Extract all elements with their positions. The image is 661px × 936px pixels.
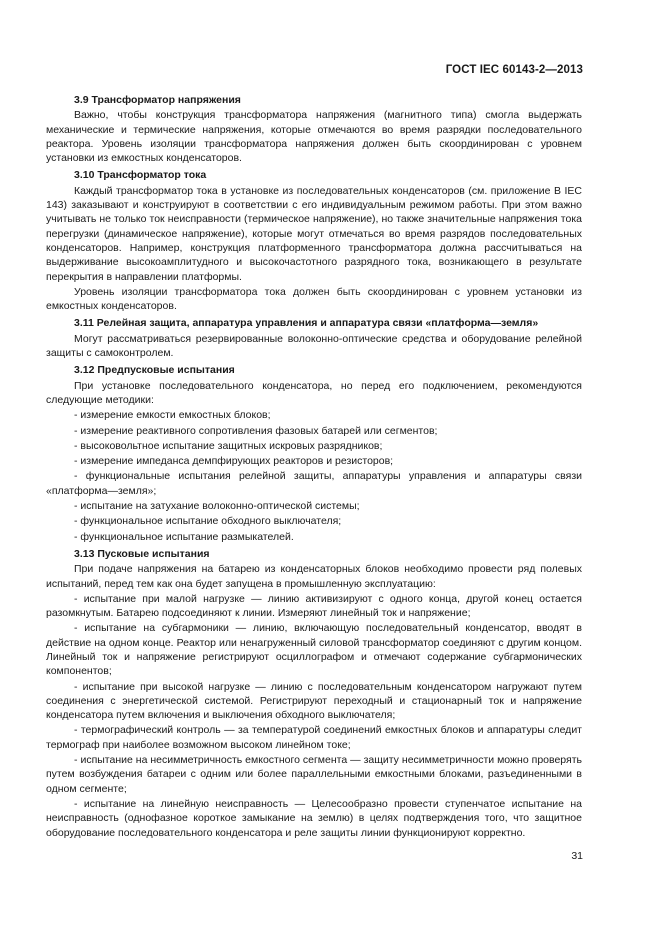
list-item: - измерение реактивного сопротивления фазовых батарей или сегментов; — [74, 424, 438, 437]
paragraph: При подаче напряжения на батарею из конденсаторных блоков необходимо провести ряд полевых испытаний, перед тем как она будет запущена в промышленную эксплуатацию: — [46, 563, 582, 590]
list-item: - функциональное испытание обходного выключателя; — [74, 515, 342, 528]
paragraph: Каждый трансформатор тока в установке из последовательных конденсаторов (см. приложение В IEC 143) заказывают и конструируют в соответствии с его индивидуальным режимом работы. При этом важно учитывать не только ток неисправности (термическое напряжение), но также значительные напряжения тока перегрузки (динамическое напряжение), которые могут отмечаться во время разрядов последовательных конденсаторов. Например, конструкция платформенного трансформатора должна рассчитываться на выдерживание высокоамплитудного и высокочастотного разрядного тока, возникающего в результате перекрытия в направлении платформы. — [46, 184, 582, 283]
list-item: - испытание при малой нагрузке — линию активизируют с одного конца, другой конец остается разомкнутым. Батарею подсоединяют к линии. Измеряют линейный ток и напряжение; — [46, 592, 582, 620]
list-item: - функциональные испытания релейной защиты, аппаратуры управления и аппаратуры связи «платформа—земля»; — [46, 470, 582, 497]
section-3-13-heading: 3.13 Пусковые испытания — [74, 547, 210, 560]
page-number: 31 — [571, 850, 583, 862]
page-content — [46, 91, 582, 841]
list-item: - испытание при высокой нагрузке — линию с последовательным конденсатором нагружают путем соединения с энергетической системой. Регистрируют переходный и стационарный ток и напряжение конденсатора путем включения и выключения обходного выключателя; — [46, 680, 582, 722]
section-3-9-heading: 3.9 Трансформатор напряжения — [74, 94, 241, 106]
list-item: - высоковольтное испытание защитных искровых разрядников; — [74, 439, 383, 452]
paragraph: Могут рассматриваться резервированные волоконно-оптические средства и оборудование релейной защиты с самоконтролем. — [46, 332, 582, 360]
list-item: - измерение импеданса демпфирующих реакторов и резисторов; — [74, 455, 394, 468]
section-3-12-heading: 3.12 Предпусковые испытания — [74, 364, 235, 377]
section-3-10-heading: 3.10 Трансформатор тока — [74, 169, 207, 182]
paragraph: При установке последовательного конденсатора, но перед его подключением, рекомендуются следующие методики: — [46, 379, 582, 406]
section-3-11-heading: 3.11 Релейная защита, аппаратура управления и аппаратура связи «платформа—земля» — [74, 317, 539, 330]
list-item: - функциональное испытание размыкателей. — [74, 530, 294, 543]
list-item: - испытание на субгармоники — линию, включающую последовательный конденсатор, вводят в действие на одном конце. Реактор или ненагруженный силовой трансформатор соединяют с другим концом. Линейный ток и напряжение регистрируют осциллографом и отмечают содержание субгармонических компонентов; — [46, 622, 582, 678]
paragraph: Важно, чтобы конструкция трансформатора напряжения (магнитного типа) смогла выдержать механические и термические напряжения, которые отмечаются во время разрядки последовательного реактора. Уровень изоляции трансформатора напряжения должен быть скоординирован с уровнем установки из емкостных конденсаторов. — [46, 109, 582, 165]
list-item: - испытание на линейную неисправность — Целесообразно провести ступенчатое испытание на неисправность (однофазное короткое замыкание на землю) в целях подтверждения того, что защитное оборудование последовательного конденсатора и реле защиты линии функционируют корректно. — [46, 797, 582, 839]
list-item: - испытание на несимметричность емкостного сегмента — защиту несимметричности можно проверять путем возбуждения батареи с одним или более параллельными емкостными блоками, разъединенными в одном сегменте; — [46, 754, 582, 795]
list-item: - испытание на затухание волоконно-оптической системы; — [74, 500, 360, 513]
list-item: - термографический контроль — за температурой соединений емкостных блоков и аппаратуры следит термограф при наиболее возможном высоком линейном токе; — [46, 724, 582, 751]
document-header: ГОСТ IEC 60143-2—2013 — [445, 64, 583, 76]
list-item: - измерение емкости емкостных блоков; — [74, 409, 271, 422]
paragraph: Уровень изоляции трансформатора тока должен быть скоординирован с уровнем установки из емкостных конденсаторов. — [46, 285, 582, 313]
